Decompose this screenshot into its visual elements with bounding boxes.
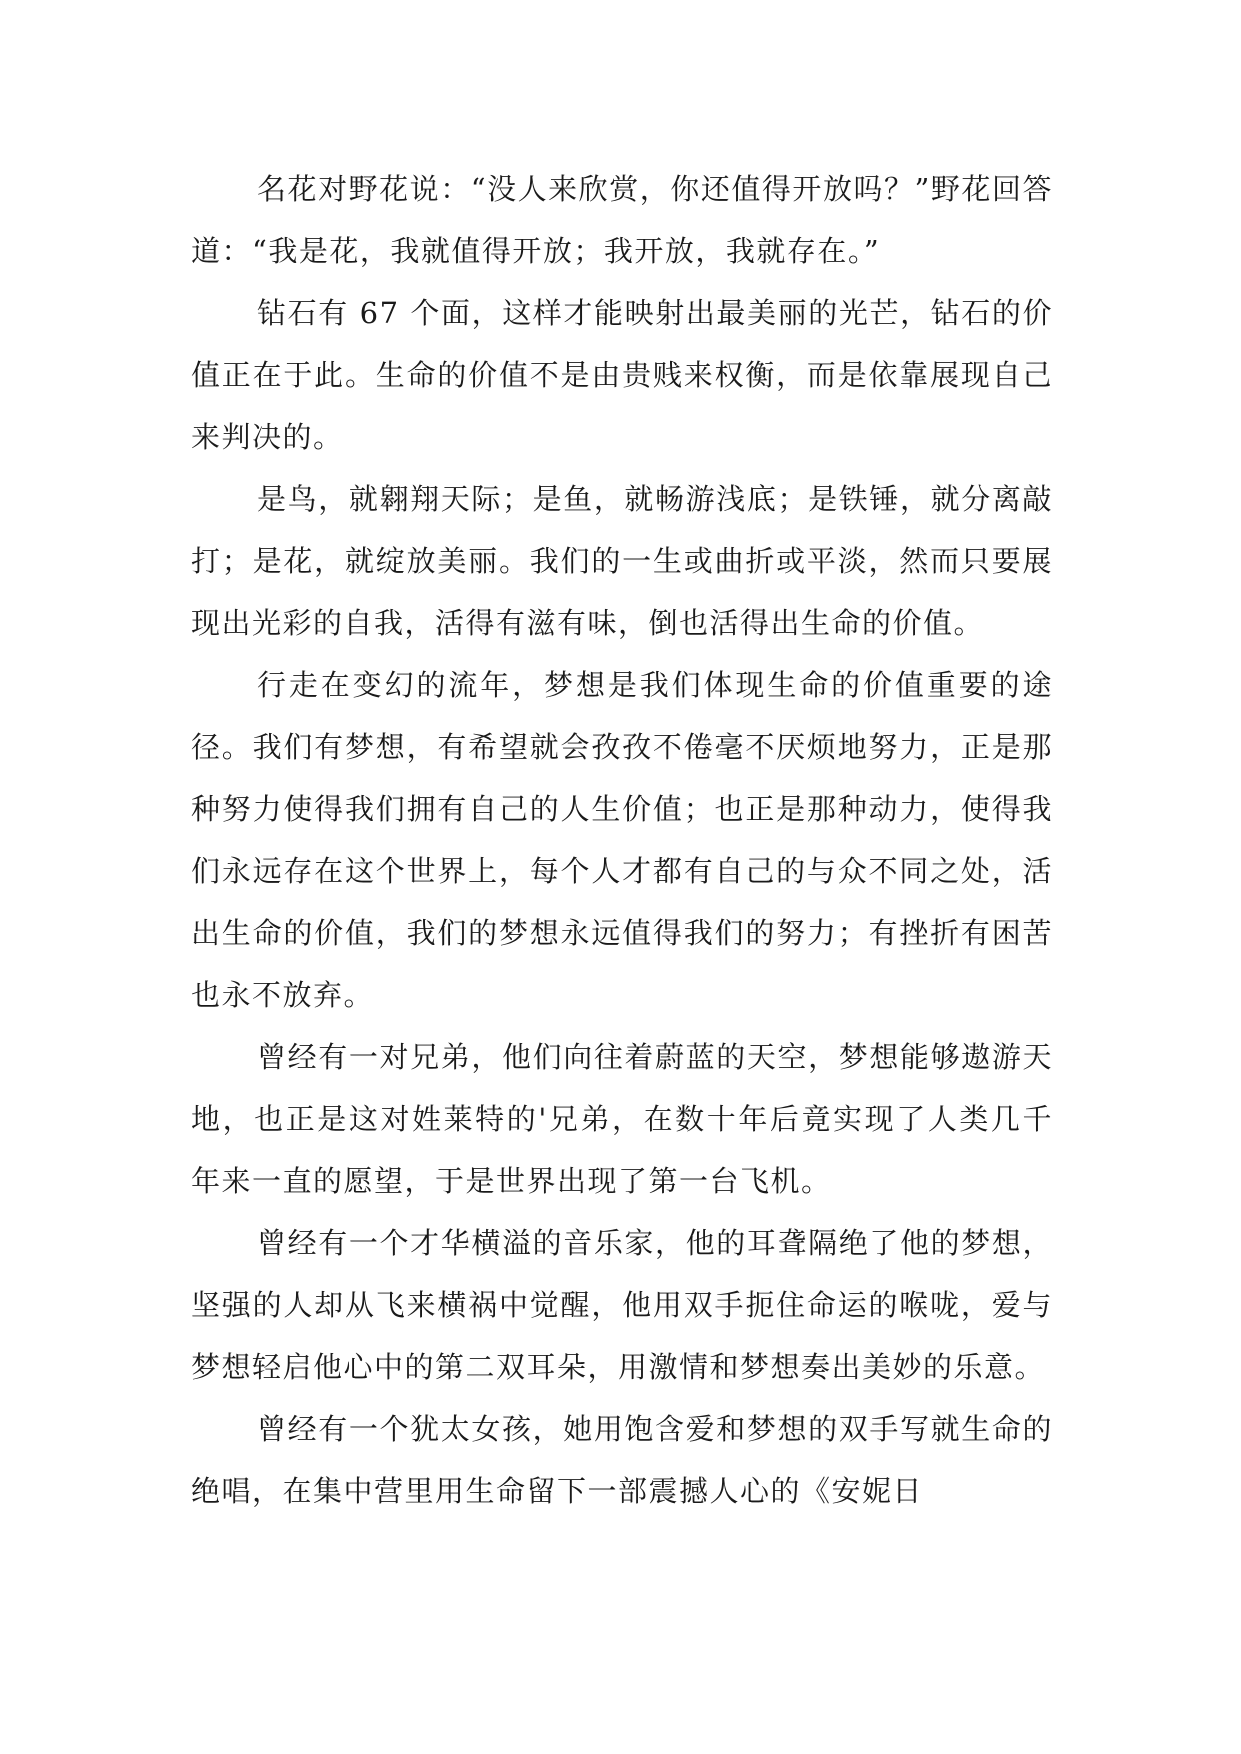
document-body: [191, 158, 1053, 1522]
paragraph: 是鸟，就翱翔天际；是鱼，就畅游浅底；是铁锤，就分离敲打；是花，就绽放美丽。我们的一生或曲折或平淡，然而只要展现出光彩的自我，活得有滋有味，倒也活得出生命的价值。: [191, 482, 1053, 640]
paragraph: 名花对野花说：“没人来欣赏，你还值得开放吗？”野花回答道：“我是花，我就值得开放；我开放，我就存在。”: [191, 172, 1053, 268]
paragraph: 行走在变幻的流年，梦想是我们体现生命的价值重要的途径。我们有梦想，有希望就会孜孜不倦毫不厌烦地努力，正是那种努力使得我们拥有自己的人生价值；也正是那种动力，使得我们永远存在这个世界上，每个人才都有自己的与众不同之处，活出生命的价值，我们的梦想永远值得我们的努力；有挫折有困苦也永不放弃。: [191, 668, 1053, 1012]
paragraph: 钻石有 67 个面，这样才能映射出最美丽的光芒，钻石的价值正在于此。生命的价值不是由贵贱来权衡，而是依靠展现自己来判决的。: [191, 296, 1053, 454]
paragraph: 曾经有一对兄弟，他们向往着蔚蓝的天空，梦想能够遨游天地，也正是这对姓莱特的'兄弟，在数十年后竟实现了人类几千年来一直的愿望，于是世界出现了第一台飞机。: [191, 1040, 1053, 1198]
paragraph: 曾经有一个犹太女孩，她用饱含爱和梦想的双手写就生命的绝唱，在集中营里用生命留下一部震撼人心的《安妮日: [191, 1412, 1053, 1508]
paragraph: 曾经有一个才华横溢的音乐家，他的耳聋隔绝了他的梦想，坚强的人却从飞来横祸中觉醒，他用双手扼住命运的喉咙，爱与梦想轻启他心中的第二双耳朵，用激情和梦想奏出美妙的乐意。: [191, 1226, 1053, 1384]
